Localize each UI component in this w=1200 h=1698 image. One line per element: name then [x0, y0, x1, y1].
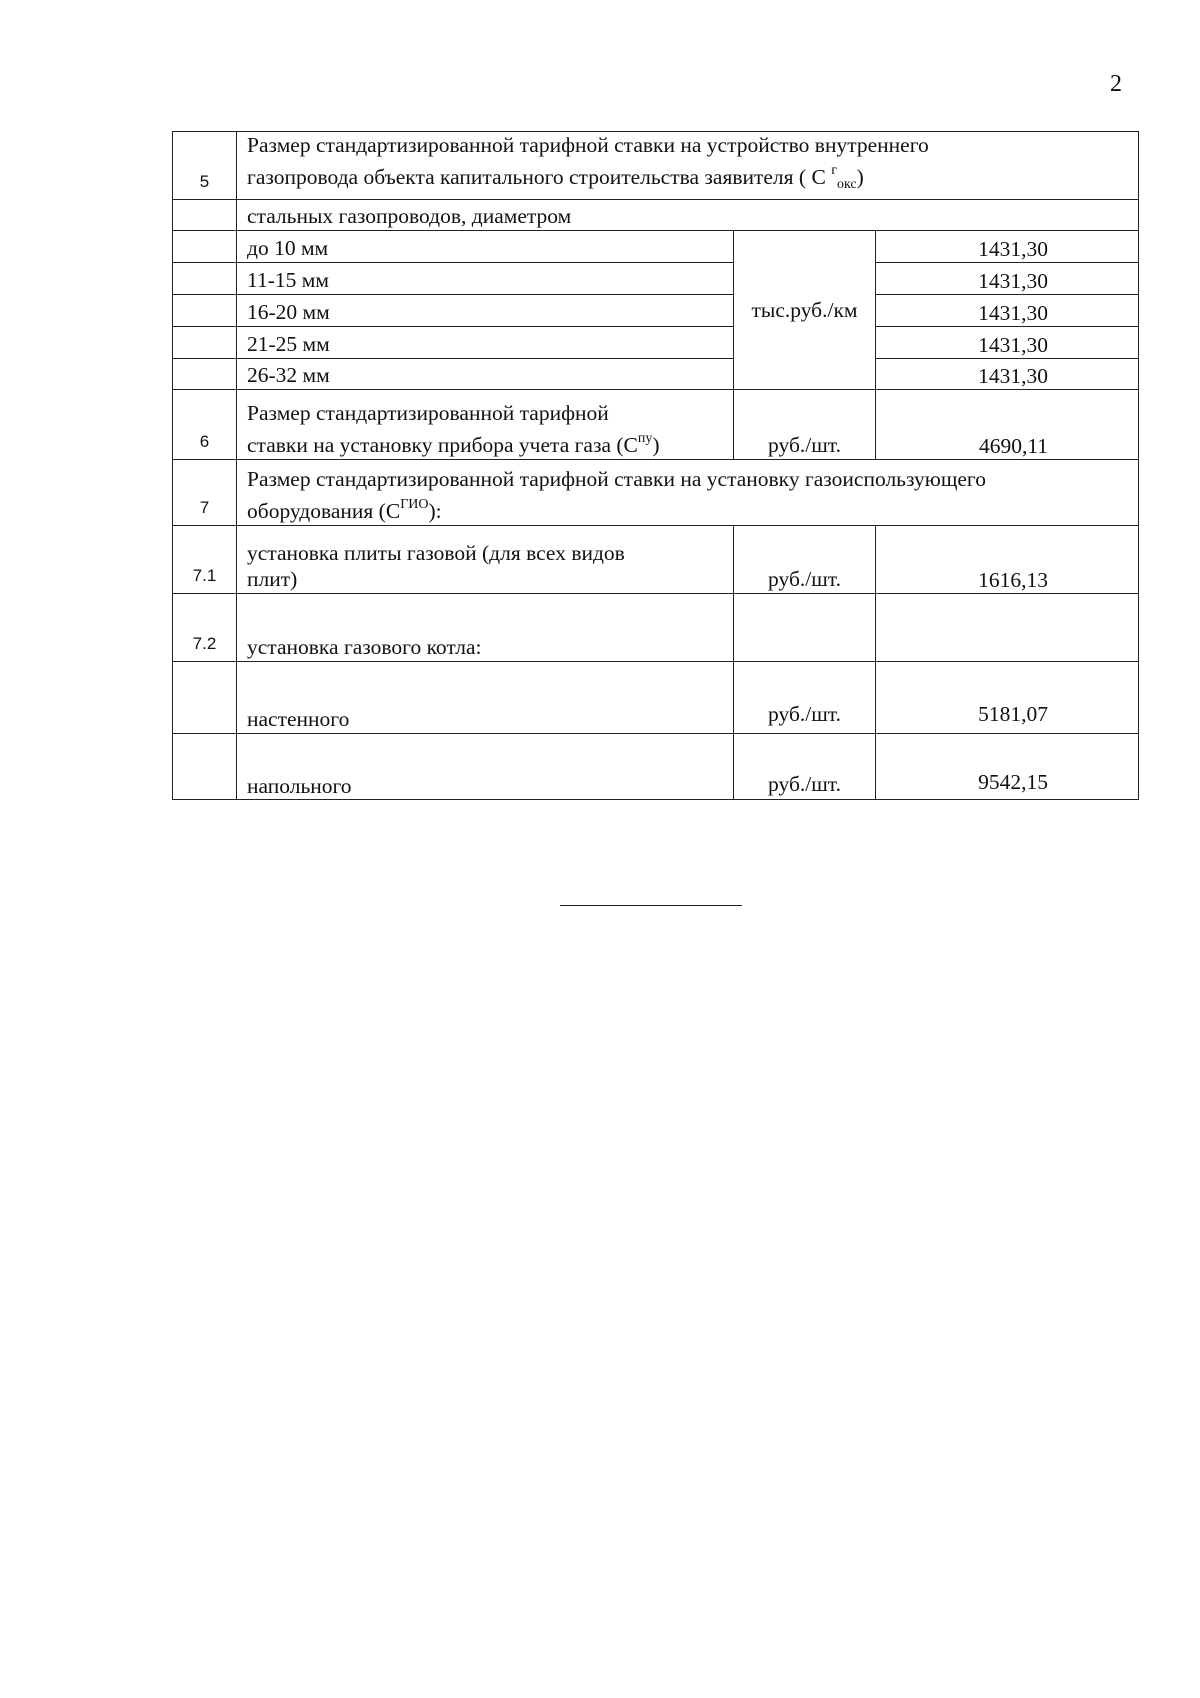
row-text-line2: плит) [247, 567, 298, 591]
diameter-unit: тыс.руб./км [734, 231, 876, 390]
row-value: 1616,13 [876, 526, 1139, 594]
row-description [237, 132, 1139, 200]
table-row [173, 263, 1139, 295]
row-text-line2: оборудования (С [247, 499, 401, 523]
row-number: 6 [173, 390, 237, 460]
row-number [173, 662, 237, 734]
row-text-line1: установка плиты газовой (для всех видов [247, 541, 625, 565]
table-row [173, 231, 1139, 263]
row-description: настенного [237, 662, 734, 734]
page-number: 2 [1110, 71, 1122, 97]
diameter-value: 1431,30 [876, 295, 1139, 327]
row-value: 5181,07 [876, 662, 1139, 734]
table-row [173, 295, 1139, 327]
row-unit: руб./шт. [734, 662, 876, 734]
row-unit [734, 594, 876, 662]
row-number: 5 [173, 132, 237, 200]
diameter-value: 1431,30 [876, 263, 1139, 295]
row-number [173, 200, 237, 231]
row-text-line2: газопровода объекта капитального строительства заявителя ( С [247, 165, 832, 189]
formula-subscript: окс [836, 177, 857, 192]
row-text-line2: ставки на установку прибора учета газа (С [247, 433, 638, 457]
row-text-line1: Размер стандартизированной тарифной [247, 401, 609, 425]
row-number: 7 [173, 460, 237, 526]
formula-superscript: пу [637, 431, 653, 446]
diameter-label: 26-32 мм [237, 359, 734, 390]
row-text-end: ) [856, 165, 864, 189]
row-text-line1: Размер стандартизированной тарифной ставки на установку газоиспользующего [247, 467, 986, 491]
row-description [237, 390, 734, 460]
table-row [173, 359, 1139, 390]
table-row-7-1 [173, 526, 1139, 594]
row-text-end: ) [652, 433, 660, 457]
row-text-line1: Размер стандартизированной тарифной ставки на устройство внутреннего [247, 133, 929, 157]
formula-superscript: г [831, 163, 837, 178]
end-divider-line [560, 905, 742, 906]
row-description [237, 526, 734, 594]
diameter-value: 1431,30 [876, 231, 1139, 263]
table-row-7-2 [173, 594, 1139, 662]
tariff-table [172, 131, 1139, 800]
row-description: установка газового котла: [237, 594, 734, 662]
table-row-floor [173, 734, 1139, 800]
diameter-value: 1431,30 [876, 327, 1139, 359]
row-number [173, 231, 237, 263]
row-number [173, 263, 237, 295]
row-unit: руб./шт. [734, 734, 876, 800]
row-description: стальных газопроводов, диаметром [237, 200, 1139, 231]
row-value: 9542,15 [876, 734, 1139, 800]
row-value [876, 594, 1139, 662]
table-row-5 [173, 132, 1139, 200]
row-number [173, 295, 237, 327]
row-unit: руб./шт. [734, 526, 876, 594]
row-description: напольного [237, 734, 734, 800]
diameter-value: 1431,30 [876, 359, 1139, 390]
table-row [173, 327, 1139, 359]
diameter-label: 16-20 мм [237, 295, 734, 327]
table-row-wall [173, 662, 1139, 734]
diameter-label: 21-25 мм [237, 327, 734, 359]
diameter-label: до 10 мм [237, 231, 734, 263]
row-description [237, 460, 1139, 526]
row-number: 7.1 [173, 526, 237, 594]
row-text-end: ): [428, 499, 442, 523]
row-value: 4690,11 [876, 390, 1139, 460]
table-row-7 [173, 460, 1139, 526]
diameter-label: 11-15 мм [237, 263, 734, 295]
table-row-6 [173, 390, 1139, 460]
row-number [173, 359, 237, 390]
row-number [173, 327, 237, 359]
row-number [173, 734, 237, 800]
table-row-steel-header [173, 200, 1139, 231]
row-unit: руб./шт. [734, 390, 876, 460]
row-number: 7.2 [173, 594, 237, 662]
formula-superscript: ГИО [400, 497, 429, 512]
